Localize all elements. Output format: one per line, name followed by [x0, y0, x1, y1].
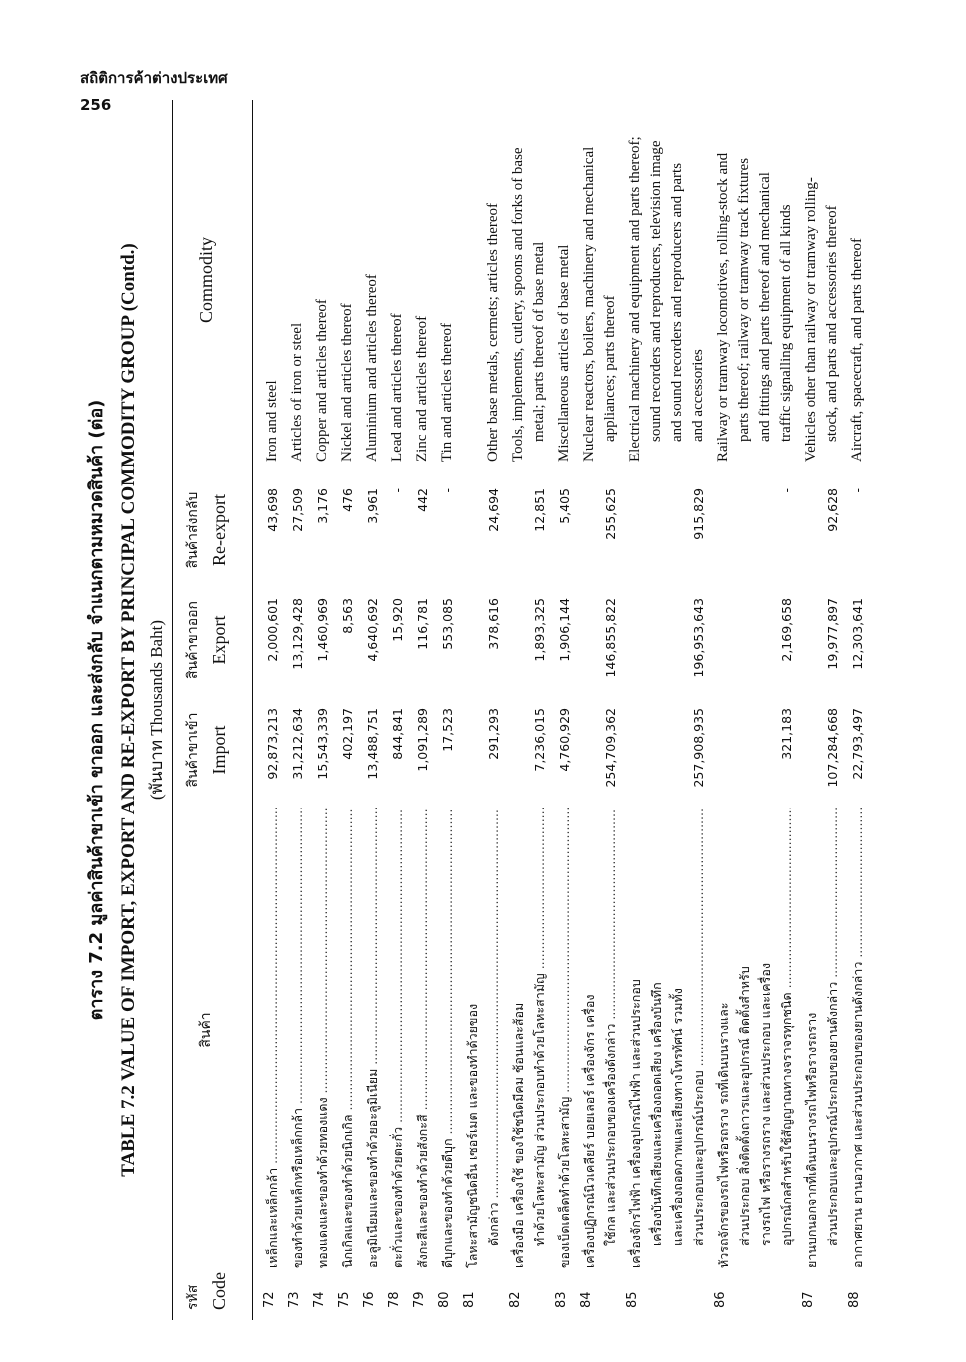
row-import-value: 22,793,497	[850, 708, 865, 780]
row-commodity-line: and accessories	[690, 349, 706, 442]
row-import-value: 13,488,751	[365, 708, 380, 780]
row-code: 72	[262, 1291, 277, 1308]
row-name-line: สังกะสีและของทำด้วยสังกะสี .....	[412, 808, 433, 1268]
row-reexport-value: 27,509	[290, 488, 305, 532]
row-commodity-english	[508, 92, 550, 462]
row-commodity-line: Nickel and articles thereof	[339, 303, 355, 462]
row-code: 76	[362, 1291, 377, 1308]
row-reexport-value: 43,698	[265, 488, 280, 532]
row-name-thai	[801, 808, 843, 1268]
row-name-thai	[362, 808, 383, 1268]
table-row	[462, 100, 504, 1320]
row-import-value: 257,908,935	[691, 708, 706, 788]
row-commodity-english	[387, 92, 408, 462]
row-name-line: ตะกั่วและของทำด้วยตะกั่ว .....	[387, 808, 408, 1268]
row-export-value: 13,129,428	[290, 598, 305, 670]
row-name-line: อุปกรณ์กลสำหรับใช้สัญญาณทางจราจรทุกชนิด .....	[776, 808, 797, 1268]
row-import-value: 15,543,339	[315, 708, 330, 780]
header-code-thai: รหัส	[185, 1284, 201, 1310]
rotated-table-area	[80, 100, 920, 1320]
table-row	[625, 100, 709, 1320]
row-commodity-line: Aircraft, spacecraft, and parts thereof	[849, 237, 865, 462]
table-row	[287, 100, 308, 1320]
row-reexport-value: 24,694	[486, 488, 501, 532]
row-import-value: 1,091,289	[415, 708, 430, 772]
row-export-value: 146,855,822	[603, 598, 618, 678]
row-code: 75	[337, 1291, 352, 1308]
row-name-line: โลหะสามัญชนิดอื่น เซอร์เมต และของทำด้วยของ	[465, 1003, 480, 1268]
publication-title: สถิติการค้าต่างประเทศ	[80, 69, 228, 87]
row-name-thai	[713, 808, 797, 1268]
row-export-value: 553,085	[440, 598, 455, 650]
row-export-value: 15,920	[390, 598, 405, 642]
row-reexport-value: -	[440, 488, 455, 493]
row-import-value: 402,197	[340, 708, 355, 760]
row-commodity-english	[337, 92, 358, 462]
row-commodity-english	[412, 92, 433, 462]
row-name-line: ทองแดงและของทำด้วยทองแดง .....	[312, 808, 333, 1268]
row-name-line: ส่วนประกอบและอุปกรณ์ประกอบ .....	[688, 808, 709, 1268]
row-name-line: ส่วนประกอบ สิ่งติดตั้งถาวรและอุปกรณ์ ติดตั้งสำหรับ	[737, 966, 752, 1246]
row-commodity-english	[847, 92, 868, 462]
header-commodity-english: Commodity	[196, 237, 216, 324]
row-commodity-line: parts thereof; railway or tramway track fixtures	[736, 157, 752, 442]
row-commodity-line: Vehicles other than railway or tramway rolling-	[803, 177, 819, 462]
row-name-line: ของทำด้วยเหล็กหรือเหล็กกล้า .....	[287, 808, 308, 1268]
row-commodity-line: metal; parts thereof of base metal	[531, 241, 547, 442]
row-commodity-line: traffic signalling equipment of all kinds	[778, 204, 794, 442]
row-code: 73	[287, 1291, 302, 1308]
row-import-value: 4,760,929	[557, 708, 572, 772]
row-name-line: เครื่องปฏิกรณ์นิวเคลียร์ บอยเลอร์ เครื่องจักร เครื่อง	[582, 994, 597, 1268]
header-reexport-english: Re-export	[209, 494, 229, 566]
row-export-value: 2,169,658	[779, 598, 794, 662]
header-export-thai: สินค้าขาออก	[185, 600, 201, 680]
row-import-value: 291,293	[486, 708, 501, 760]
header-import-english: Import	[209, 725, 229, 775]
table-title-english: TABLE 7.2 VALUE OF IMPORT, EXPORT AND RE-EXPORT BY PRINCIPAL COMMODITY GROUP (Contd.)	[118, 243, 139, 1177]
row-name-line: ส่วนประกอบและอุปกรณ์ประกอบของยานดังกล่าว .....	[822, 808, 843, 1268]
row-reexport-value: -	[850, 488, 865, 493]
row-name-thai	[462, 808, 504, 1268]
row-reexport-value: -	[779, 488, 794, 493]
row-export-value: 8,563	[340, 598, 355, 634]
row-code: 88	[847, 1291, 862, 1308]
row-commodity-line: Other base metals, cermets; articles thereof	[485, 202, 501, 462]
table-row	[362, 100, 383, 1320]
header-reexport-thai: สินค้าส่งกลับ	[185, 491, 201, 569]
row-name-thai	[437, 808, 458, 1268]
row-name-line: ดังกล่าว .....	[483, 808, 504, 1268]
row-name-line: เครื่องมือ เครื่องใช้ ของใช้ชนิดมีคม ช้อนและส้อม	[511, 1002, 526, 1268]
header-reexport	[180, 474, 232, 586]
row-reexport-value: 255,625	[603, 488, 618, 540]
row-commodity-line: Copper and articles thereof	[314, 299, 330, 462]
header-name-thai: สินค้า	[198, 1012, 214, 1048]
row-commodity-line: Electrical machinery and equipment and parts thereof;	[627, 136, 643, 462]
row-code: 85	[625, 1291, 640, 1308]
header-import-thai: สินค้าขาเข้า	[185, 712, 201, 788]
row-reexport-value: 5,405	[557, 488, 572, 524]
table-unit: (พันบาท Thousands Baht)	[147, 620, 166, 800]
row-commodity-line: Nuclear reactors, boilers, machinery and mechanical	[581, 146, 597, 462]
row-code: 87	[801, 1291, 816, 1308]
row-name-line: เหล็กและเหล็กกล้า .....	[262, 808, 283, 1268]
row-commodity-english	[554, 92, 575, 462]
header-import	[180, 694, 232, 806]
row-reexport-value: 3,961	[365, 488, 380, 524]
row-name-line: รางรถไฟ หรือรางรถราง และส่วนประกอบ และเครื่อง	[758, 963, 773, 1246]
row-export-value: 116,781	[415, 598, 430, 650]
table-row	[579, 100, 621, 1320]
row-commodity-line: appliances; parts thereof	[602, 295, 618, 442]
row-name-thai	[412, 808, 433, 1268]
row-commodity-english	[579, 92, 621, 462]
row-name-line: และเครื่องถอดภาพและเสียงทางโทรทัศน์ รวมทั้ง	[670, 988, 685, 1246]
header-commodity	[180, 100, 232, 460]
row-commodity-english	[437, 92, 458, 462]
row-export-value: 12,303,641	[850, 598, 865, 670]
row-name-line: อากาศยาน ยานอวกาศ และส่วนประกอบของยานดังกล่าว .....	[847, 808, 868, 1268]
row-import-value: 92,873,213	[265, 708, 280, 780]
row-commodity-line: Railway or tramway locomotives, rolling-stock and	[715, 152, 731, 462]
row-import-value: 31,212,634	[290, 708, 305, 780]
table-titles	[80, 100, 170, 1320]
row-code: 86	[713, 1291, 728, 1308]
row-code: 74	[312, 1291, 327, 1308]
row-commodity-line: Lead and articles thereof	[389, 313, 405, 462]
row-commodity-english	[362, 92, 383, 462]
table-row	[262, 100, 283, 1320]
row-name-thai	[262, 808, 283, 1268]
row-reexport-value: 3,176	[315, 488, 330, 524]
row-name-line: ดีบุกและของทำด้วยดีบุก .....	[437, 808, 458, 1268]
row-reexport-value: 12,851	[532, 488, 547, 532]
row-export-value: 2,000,601	[265, 598, 280, 662]
row-export-value: 1,906,144	[557, 598, 572, 662]
row-code: 80	[437, 1291, 452, 1308]
row-commodity-line: stock, and parts and accessories thereof	[824, 205, 840, 442]
table-title-thai: ตาราง 7.2 มูลค่าสินค้าขาเข้า ขาออก และส่งกลับ จำแนกตามหมวดสินค้า (ต่อ)	[86, 399, 107, 1021]
table-row	[847, 100, 868, 1320]
row-export-value: 378,616	[486, 598, 501, 650]
row-export-value: 196,953,643	[691, 598, 706, 678]
row-commodity-english	[713, 92, 797, 462]
table-row	[437, 100, 458, 1320]
row-code: 82	[508, 1291, 523, 1308]
header-code-english: Code	[209, 1272, 229, 1310]
row-name-thai	[508, 808, 550, 1268]
row-commodity-line: Zinc and articles thereof	[414, 315, 430, 462]
row-commodity-english	[262, 92, 283, 462]
row-name-line: ทำด้วยโลหะสามัญ ส่วนประกอบทำด้วยโลหะสามัญ .....	[529, 808, 550, 1268]
row-name-line: เครื่องจักรไฟฟ้า เครื่องอุปกรณ์ไฟฟ้า และส่วนประกอบ	[628, 979, 643, 1268]
row-reexport-value: -	[390, 488, 405, 493]
row-commodity-line: and sound recorders and reproducers and parts	[669, 162, 685, 442]
table-top-rule	[172, 100, 173, 1320]
row-commodity-line: Tin and articles thereof	[439, 323, 455, 462]
row-reexport-value: 476	[340, 488, 355, 512]
row-commodity-line: Miscellaneous articles of base metal	[556, 244, 572, 462]
row-commodity-english	[312, 92, 333, 462]
table-row	[337, 100, 358, 1320]
header-export-english: Export	[209, 615, 229, 665]
header-code	[180, 1250, 232, 1310]
table-row	[508, 100, 550, 1320]
row-import-value: 321,183	[779, 708, 794, 760]
row-commodity-line: Tools, implements, cutlery, spoons and forks of base	[510, 147, 526, 462]
row-export-value: 4,640,692	[365, 598, 380, 662]
table-row	[713, 100, 797, 1320]
row-import-value: 254,709,362	[603, 708, 618, 788]
row-name-thai	[847, 808, 868, 1268]
row-name-thai	[579, 808, 621, 1268]
row-name-line: หัวรถจักรของรถไฟหรือรถราง รถที่เดินบนรางและ	[716, 1002, 731, 1268]
table-row	[387, 100, 408, 1320]
row-name-line: อะลูมิเนียมและของทำด้วยอะลูมิเนียม .....	[362, 808, 383, 1268]
row-name-thai	[625, 808, 709, 1268]
row-name-line: ใช้กล และส่วนประกอบของเครื่องดังกล่าว .....	[600, 808, 621, 1268]
row-commodity-english	[801, 92, 843, 462]
row-import-value: 844,841	[390, 708, 405, 760]
row-name-thai	[312, 808, 333, 1268]
row-export-value: 19,977,897	[825, 598, 840, 670]
row-reexport-value: 92,628	[825, 488, 840, 532]
row-export-value: 1,893,325	[532, 598, 547, 662]
row-commodity-line: Articles of iron or steel	[289, 322, 305, 462]
page-number: 256	[80, 96, 112, 114]
table-row	[554, 100, 575, 1320]
row-reexport-value: 915,829	[691, 488, 706, 540]
row-export-value: 1,460,969	[315, 598, 330, 662]
row-code: 84	[579, 1291, 594, 1308]
row-name-thai	[387, 808, 408, 1268]
row-commodity-line: and fittings and parts thereof and mechanical	[757, 172, 773, 442]
row-name-thai	[287, 808, 308, 1268]
row-import-value: 107,284,668	[825, 708, 840, 788]
row-code: 83	[554, 1291, 569, 1308]
header-name	[180, 810, 232, 1250]
row-name-line: นิกเกิลและของทำด้วยนิกเกิล .....	[337, 808, 358, 1268]
table-row	[801, 100, 843, 1320]
row-commodity-english	[287, 92, 308, 462]
table-row	[412, 100, 433, 1320]
row-reexport-value: 442	[415, 488, 430, 512]
table-row	[312, 100, 333, 1320]
row-commodity-line	[462, 92, 483, 462]
row-code: 81	[462, 1291, 477, 1308]
header-export	[180, 584, 232, 696]
row-commodity-english	[462, 92, 504, 462]
row-name-line: ยานบกนอกจากที่เดินบนรางรถไฟหรือรางรถราง	[804, 1012, 819, 1268]
row-import-value: 7,236,015	[532, 708, 547, 772]
row-name-thai	[554, 808, 575, 1268]
row-commodity-english	[625, 92, 709, 462]
row-commodity-line: Iron and steel	[264, 380, 280, 462]
row-commodity-line: sound recorders and reproducers, television image	[648, 140, 664, 442]
row-name-line: ของเบ็ดเตล็ดทำด้วยโลหะสามัญ .....	[554, 808, 575, 1268]
row-commodity-line: Aluminium and articles thereof	[364, 274, 380, 462]
row-name-thai	[337, 808, 358, 1268]
row-code: 79	[412, 1291, 427, 1308]
row-import-value: 17,523	[440, 708, 455, 752]
row-code: 78	[387, 1291, 402, 1308]
row-name-line: เครื่องบันทึกเสียงและเครื่องถอดเสียง เครื่องบันทึก	[649, 982, 664, 1246]
header-bottom-rule	[252, 100, 253, 1320]
